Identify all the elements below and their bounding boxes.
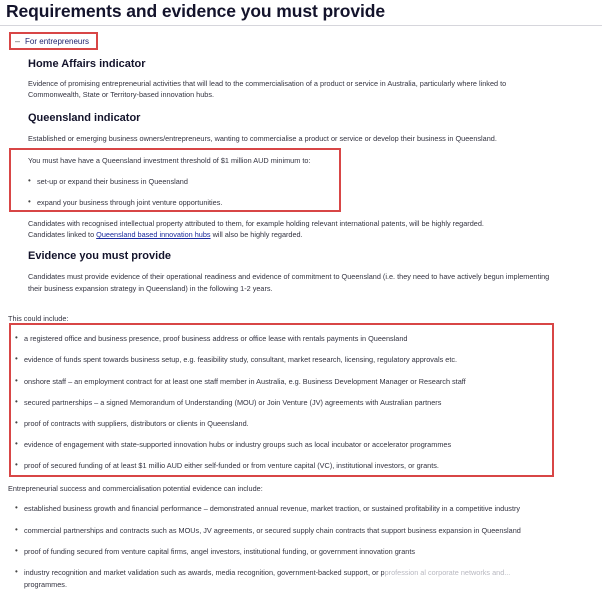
threshold-text: You must have have a Queensland investment threshold of $1 million AUD minimum to:	[28, 156, 311, 165]
evidence-item: • secured partnerships – a signed Memorandum of Understanding (MOU) or Join Venture (JV) agreements with Australian partners	[24, 398, 441, 407]
hubs-prefix: Candidates linked to	[28, 230, 97, 239]
innovation-hubs-link[interactable]: Queensland based innovation hubs	[96, 230, 211, 239]
threshold-item: • expand your business through joint venture opportunities.	[37, 198, 222, 207]
home-affairs-text-line-2: Commonwealth, State or Territory-based innovation hubs.	[28, 90, 215, 99]
queensland-heading: Queensland indicator	[28, 112, 141, 124]
success-item: • established business growth and financial performance – demonstrated annual revenue, market traction, or sustained profitability in a competitive industry	[24, 504, 520, 513]
queensland-intro: Established or emerging business owners/entrepreneurs, wanting to commercialise a product or service or develop their business in Queensland.	[28, 134, 497, 143]
success-item: • proof of funding secured from venture capital firms, angel investors, institutional funding, or government innovation grants	[24, 547, 415, 556]
threshold-item: • set-up or expand their business in Queensland	[37, 177, 188, 186]
success-item-continuation: programmes.	[24, 580, 67, 589]
could-include-label: This could include:	[8, 314, 69, 323]
home-affairs-heading: Home Affairs indicator	[28, 58, 146, 70]
evidence-item: • proof of contracts with suppliers, distributors or clients in Queensland.	[24, 419, 249, 428]
success-item: • commercial partnerships and contracts such as MOUs, JV agreements, or secured supply chain contracts that support business expansion in Queensland	[24, 526, 521, 535]
for-entrepreneurs-toggle[interactable]	[9, 32, 98, 50]
success-intro: Entrepreneurial success and commercialisation potential evidence can include:	[8, 484, 263, 493]
hubs-suffix: will also be highly regarded.	[210, 230, 303, 239]
toggle-label: For entrepreneurs	[25, 36, 90, 46]
evidence-text-line-2: their business expansion strategy in Queensland) in the following 1-2 years.	[28, 284, 273, 293]
evidence-item: • proof of secured funding of at least $1 millio AUD either self-funded or from venture capital (VC), institutional investors, or grants.	[24, 461, 439, 470]
collapse-icon: –	[15, 35, 21, 46]
evidence-item: • evidence of engagement with state-supported innovation hubs or industry groups such as local incubator or accelerator programmes	[24, 440, 451, 449]
success-item-text: industry recognition and market validation such as awards, media recognition, government-backed support, or p	[24, 568, 385, 577]
page-title: Requirements and evidence you must provide	[6, 1, 385, 21]
evidence-item: • onshore staff – an employment contract for at least one staff member in Australia, e.g. Business Development Manager or Research staff	[24, 377, 466, 386]
faded-text: profession al corporate networks and...	[384, 568, 511, 577]
hubs-text	[28, 229, 303, 240]
evidence-text-line-1: Candidates must provide evidence of their operational readiness and evidence of commitment to Queensland (i.e. they need to have actively begun implementing	[28, 272, 550, 281]
home-affairs-text-line-1: Evidence of promising entrepreneurial activities that will lead to the commercialisation of a product or service in Australia, particularly where linked to	[28, 79, 507, 88]
evidence-item: • a registered office and business presence, proof business address or office lease with rentals payments in Queensland	[24, 334, 407, 343]
evidence-item: • evidence of funds spent towards business setup, e.g. feasibility study, consultant, market research, licensing, regulatory approvals etc.	[24, 355, 457, 364]
success-item	[24, 568, 510, 577]
ip-text: Candidates with recognised intellectual property attributed to them, for example holding relevant international patents, will be highly regarded.	[28, 219, 484, 228]
evidence-heading: Evidence you must provide	[28, 250, 172, 262]
title-divider	[0, 25, 602, 26]
